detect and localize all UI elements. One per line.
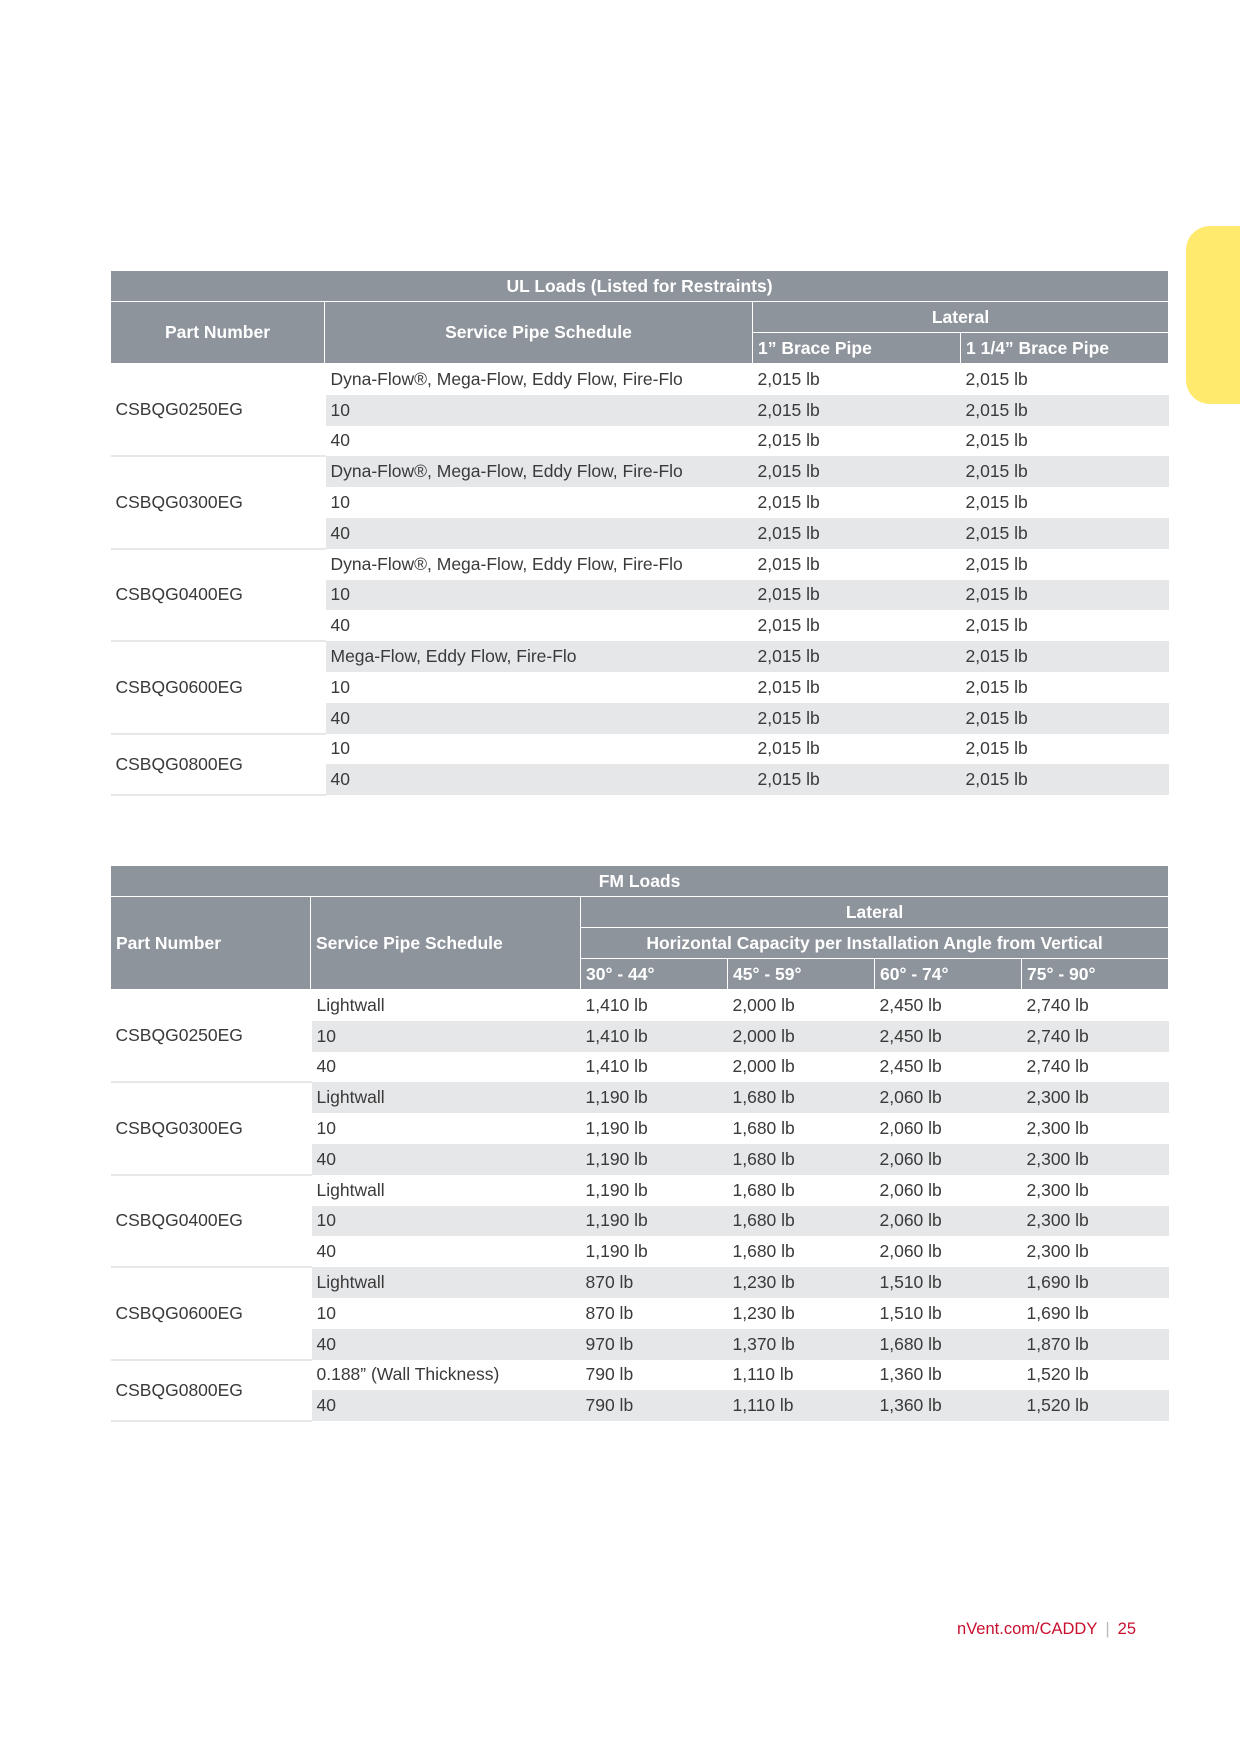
fm-load-value-cell: 1,110 lb — [728, 1390, 875, 1421]
section-tab-marker — [1186, 226, 1240, 404]
fm-load-value-cell: 2,300 lb — [1022, 1113, 1169, 1144]
fm-schedule-cell: 10 — [311, 1113, 581, 1144]
ul-load-value-cell: 2,015 lb — [961, 456, 1169, 487]
fm-load-value-cell: 1,370 lb — [728, 1329, 875, 1360]
fm-load-value-cell: 2,450 lb — [875, 1021, 1022, 1052]
fm-header-lateral: Lateral — [581, 897, 1169, 928]
fm-load-value-cell: 1,680 lb — [728, 1082, 875, 1113]
fm-load-value-cell: 1,690 lb — [1022, 1298, 1169, 1329]
fm-part-number-cell: CSBQG0300EG — [111, 1082, 311, 1174]
ul-schedule-cell: 10 — [325, 395, 753, 426]
fm-load-value-cell: 2,300 lb — [1022, 1206, 1169, 1237]
ul-load-value-cell: 2,015 lb — [753, 672, 961, 703]
fm-load-value-cell: 1,510 lb — [875, 1267, 1022, 1298]
fm-load-value-cell: 1,680 lb — [728, 1236, 875, 1267]
fm-load-value-cell: 1,410 lb — [581, 1021, 728, 1052]
fm-header-angle: 45° - 59° — [728, 959, 875, 990]
fm-load-value-cell: 1,680 lb — [728, 1113, 875, 1144]
fm-schedule-cell: 40 — [311, 1236, 581, 1267]
fm-table-body — [111, 990, 1169, 1422]
fm-load-value-cell: 970 lb — [581, 1329, 728, 1360]
fm-load-value-cell: 1,520 lb — [1022, 1360, 1169, 1391]
fm-schedule-cell: Lightwall — [311, 1082, 581, 1113]
ul-load-value-cell: 2,015 lb — [961, 764, 1169, 795]
ul-schedule-cell: 10 — [325, 487, 753, 518]
ul-load-value-cell: 2,015 lb — [961, 672, 1169, 703]
fm-load-value-cell: 1,360 lb — [875, 1390, 1022, 1421]
page-footer — [957, 1620, 1136, 1639]
fm-schedule-cell: 40 — [311, 1329, 581, 1360]
ul-schedule-cell: 40 — [325, 610, 753, 641]
fm-load-value-cell: 1,680 lb — [728, 1206, 875, 1237]
fm-load-value-cell: 1,690 lb — [1022, 1267, 1169, 1298]
ul-schedule-cell: 40 — [325, 764, 753, 795]
fm-load-value-cell: 2,300 lb — [1022, 1236, 1169, 1267]
fm-load-value-cell: 1,190 lb — [581, 1236, 728, 1267]
ul-load-value-cell: 2,015 lb — [961, 549, 1169, 580]
ul-schedule-cell: 10 — [325, 734, 753, 765]
fm-load-value-cell: 1,110 lb — [728, 1360, 875, 1391]
fm-load-value-cell: 1,230 lb — [728, 1298, 875, 1329]
fm-schedule-cell: 10 — [311, 1021, 581, 1052]
table-row — [111, 549, 1169, 580]
fm-load-value-cell: 2,060 lb — [875, 1206, 1022, 1237]
ul-load-value-cell: 2,015 lb — [753, 456, 961, 487]
fm-load-value-cell: 2,450 lb — [875, 990, 1022, 1021]
ul-schedule-cell: Dyna-Flow®, Mega-Flow, Eddy Flow, Fire-Flo — [325, 456, 753, 487]
fm-header-service-pipe-schedule: Service Pipe Schedule — [311, 897, 581, 990]
ul-load-value-cell: 2,015 lb — [753, 610, 961, 641]
fm-table-title: FM Loads — [111, 866, 1169, 897]
fm-load-value-cell: 1,230 lb — [728, 1267, 875, 1298]
fm-header-part-number: Part Number — [111, 897, 311, 990]
ul-load-value-cell: 2,015 lb — [961, 487, 1169, 518]
fm-loads-table — [110, 865, 1169, 1422]
fm-part-number-cell: CSBQG0600EG — [111, 1267, 311, 1359]
ul-load-value-cell: 2,015 lb — [753, 364, 961, 395]
fm-load-value-cell: 1,190 lb — [581, 1113, 728, 1144]
ul-load-value-cell: 2,015 lb — [961, 395, 1169, 426]
ul-load-value-cell: 2,015 lb — [961, 734, 1169, 765]
ul-load-value-cell: 2,015 lb — [753, 641, 961, 672]
ul-load-value-cell: 2,015 lb — [753, 549, 961, 580]
ul-loads-table — [110, 270, 1169, 796]
fm-header-angle: 60° - 74° — [875, 959, 1022, 990]
table-row — [111, 1082, 1169, 1113]
ul-load-value-cell: 2,015 lb — [753, 518, 961, 549]
fm-load-value-cell: 2,000 lb — [728, 990, 875, 1021]
ul-load-value-cell: 2,015 lb — [753, 426, 961, 457]
table-row — [111, 734, 1169, 765]
ul-load-value-cell: 2,015 lb — [753, 487, 961, 518]
fm-part-number-cell: CSBQG0800EG — [111, 1360, 311, 1422]
fm-load-value-cell: 1,680 lb — [728, 1175, 875, 1206]
ul-load-value-cell: 2,015 lb — [753, 395, 961, 426]
fm-schedule-cell: Lightwall — [311, 1267, 581, 1298]
ul-load-value-cell: 2,015 lb — [961, 580, 1169, 611]
fm-load-value-cell: 2,060 lb — [875, 1236, 1022, 1267]
ul-header-service-pipe-schedule: Service Pipe Schedule — [325, 302, 753, 364]
fm-load-value-cell: 2,060 lb — [875, 1144, 1022, 1175]
ul-load-value-cell: 2,015 lb — [753, 734, 961, 765]
ul-schedule-cell: 40 — [325, 518, 753, 549]
ul-header-brace-2: 1 1/4” Brace Pipe — [961, 333, 1169, 364]
table-row — [111, 364, 1169, 395]
table-row — [111, 1360, 1169, 1391]
table-row — [111, 1267, 1169, 1298]
ul-schedule-cell: 10 — [325, 580, 753, 611]
fm-schedule-cell: 10 — [311, 1298, 581, 1329]
fm-schedule-cell: 10 — [311, 1206, 581, 1237]
fm-load-value-cell: 2,740 lb — [1022, 990, 1169, 1021]
table-row — [111, 1175, 1169, 1206]
fm-schedule-cell: 0.188” (Wall Thickness) — [311, 1360, 581, 1391]
fm-load-value-cell: 1,680 lb — [875, 1329, 1022, 1360]
ul-header-lateral: Lateral — [753, 302, 1169, 333]
fm-load-value-cell: 2,060 lb — [875, 1113, 1022, 1144]
fm-load-value-cell: 1,410 lb — [581, 990, 728, 1021]
fm-load-value-cell: 1,360 lb — [875, 1360, 1022, 1391]
fm-load-value-cell: 1,190 lb — [581, 1175, 728, 1206]
ul-load-value-cell: 2,015 lb — [961, 641, 1169, 672]
fm-load-value-cell: 2,740 lb — [1022, 1052, 1169, 1083]
fm-load-value-cell: 1,510 lb — [875, 1298, 1022, 1329]
footer-separator: | — [1105, 1620, 1110, 1638]
table-row — [111, 456, 1169, 487]
fm-load-value-cell: 1,680 lb — [728, 1144, 875, 1175]
ul-load-value-cell: 2,015 lb — [961, 610, 1169, 641]
table-row — [111, 990, 1169, 1021]
fm-load-value-cell: 1,190 lb — [581, 1206, 728, 1237]
ul-schedule-cell: 40 — [325, 703, 753, 734]
table-row — [111, 641, 1169, 672]
ul-table-body — [111, 364, 1169, 796]
fm-load-value-cell: 2,740 lb — [1022, 1021, 1169, 1052]
fm-load-value-cell: 1,190 lb — [581, 1144, 728, 1175]
fm-load-value-cell: 2,450 lb — [875, 1052, 1022, 1083]
ul-part-number-cell: CSBQG0600EG — [111, 641, 325, 733]
fm-schedule-cell: 40 — [311, 1390, 581, 1421]
fm-part-number-cell: CSBQG0400EG — [111, 1175, 311, 1267]
fm-schedule-cell: 40 — [311, 1144, 581, 1175]
ul-part-number-cell: CSBQG0400EG — [111, 549, 325, 641]
fm-header-angle: 30° - 44° — [581, 959, 728, 990]
page-number: 25 — [1117, 1620, 1136, 1638]
fm-header-horizontal-capacity: Horizontal Capacity per Installation Angle from Vertical — [581, 928, 1169, 959]
fm-schedule-cell: Lightwall — [311, 1175, 581, 1206]
fm-load-value-cell: 2,000 lb — [728, 1021, 875, 1052]
fm-load-value-cell: 2,000 lb — [728, 1052, 875, 1083]
ul-part-number-cell: CSBQG0250EG — [111, 364, 325, 457]
ul-header-brace-1: 1” Brace Pipe — [753, 333, 961, 364]
ul-schedule-cell: Dyna-Flow®, Mega-Flow, Eddy Flow, Fire-Flo — [325, 549, 753, 580]
footer-site-link[interactable]: nVent.com/CADDY — [957, 1620, 1098, 1638]
fm-load-value-cell: 1,520 lb — [1022, 1390, 1169, 1421]
fm-load-value-cell: 1,410 lb — [581, 1052, 728, 1083]
ul-load-value-cell: 2,015 lb — [961, 518, 1169, 549]
fm-load-value-cell: 2,060 lb — [875, 1082, 1022, 1113]
ul-load-value-cell: 2,015 lb — [961, 426, 1169, 457]
ul-schedule-cell: 10 — [325, 672, 753, 703]
ul-header-part-number: Part Number — [111, 302, 325, 364]
ul-part-number-cell: CSBQG0800EG — [111, 734, 325, 796]
fm-load-value-cell: 2,300 lb — [1022, 1175, 1169, 1206]
fm-load-value-cell: 2,300 lb — [1022, 1082, 1169, 1113]
ul-schedule-cell: 40 — [325, 426, 753, 457]
fm-header-angle: 75° - 90° — [1022, 959, 1169, 990]
ul-load-value-cell: 2,015 lb — [753, 580, 961, 611]
fm-part-number-cell: CSBQG0250EG — [111, 990, 311, 1083]
fm-load-value-cell: 2,060 lb — [875, 1175, 1022, 1206]
ul-load-value-cell: 2,015 lb — [961, 703, 1169, 734]
ul-load-value-cell: 2,015 lb — [753, 703, 961, 734]
fm-load-value-cell: 1,870 lb — [1022, 1329, 1169, 1360]
ul-part-number-cell: CSBQG0300EG — [111, 456, 325, 548]
fm-load-value-cell: 790 lb — [581, 1390, 728, 1421]
fm-load-value-cell: 790 lb — [581, 1360, 728, 1391]
fm-load-value-cell: 1,190 lb — [581, 1082, 728, 1113]
ul-load-value-cell: 2,015 lb — [961, 364, 1169, 395]
fm-schedule-cell: 40 — [311, 1052, 581, 1083]
fm-load-value-cell: 870 lb — [581, 1267, 728, 1298]
fm-load-value-cell: 870 lb — [581, 1298, 728, 1329]
fm-load-value-cell: 2,300 lb — [1022, 1144, 1169, 1175]
ul-load-value-cell: 2,015 lb — [753, 764, 961, 795]
fm-schedule-cell: Lightwall — [311, 990, 581, 1021]
ul-schedule-cell: Mega-Flow, Eddy Flow, Fire-Flo — [325, 641, 753, 672]
ul-schedule-cell: Dyna-Flow®, Mega-Flow, Eddy Flow, Fire-Flo — [325, 364, 753, 395]
ul-table-title: UL Loads (Listed for Restraints) — [111, 271, 1169, 302]
